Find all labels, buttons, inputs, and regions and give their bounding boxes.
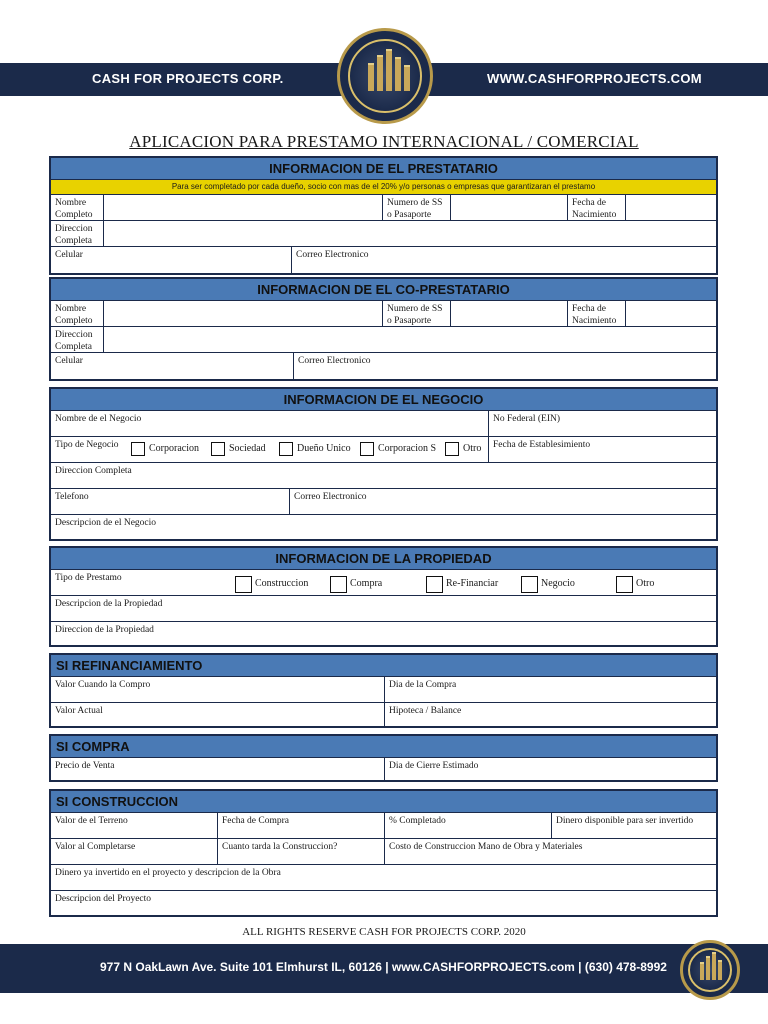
type-corporacion-s-label: Corporacion S — [378, 443, 437, 454]
construction-heading: SI CONSTRUCCION — [51, 791, 716, 813]
project-desc-field[interactable] — [51, 891, 716, 916]
business-row-name — [51, 411, 716, 437]
loan-construccion-checkbox[interactable] — [235, 576, 252, 593]
purchase-section — [49, 734, 718, 782]
type-corporacion-label: Corporacion — [149, 443, 199, 454]
co-dob-field[interactable] — [625, 301, 716, 326]
type-corporacion-checkbox[interactable] — [131, 442, 145, 456]
borrower-row-address — [51, 221, 716, 247]
borrower-section — [49, 156, 718, 275]
coborrower-row-address — [51, 327, 716, 353]
cost-label: Costo de Construccion Mano de Obra y Materiales — [389, 842, 583, 852]
co-email-label: Correo Electronico — [298, 356, 371, 366]
land-value-field[interactable] — [51, 813, 217, 838]
property-address-label: Direccion de la Propiedad — [55, 625, 154, 635]
current-value-label: Valor Actual — [55, 706, 103, 716]
property-address-field[interactable] — [51, 622, 716, 646]
mortgage-label: Hipoteca / Balance — [389, 706, 462, 716]
established-field[interactable] — [488, 437, 716, 462]
email-field[interactable] — [291, 247, 716, 273]
business-row-type — [51, 437, 716, 463]
footer-logo-icon — [680, 940, 740, 1000]
loan-otro-checkbox[interactable] — [616, 576, 633, 593]
borrower-row-name — [51, 195, 716, 221]
construction-row-4 — [51, 891, 716, 916]
loan-negocio-label: Negocio — [541, 578, 575, 589]
invested-label: Dinero ya invertido en el proyecto y descripcion de la Obra — [55, 868, 281, 878]
property-section — [49, 546, 718, 647]
business-phone-field[interactable] — [51, 489, 289, 514]
cell-label: Celular — [55, 250, 83, 260]
type-sociedad-label: Sociedad — [229, 443, 266, 454]
value-bought-label: Valor Cuando la Compro — [55, 680, 151, 690]
available-field[interactable] — [551, 813, 716, 838]
address-field[interactable] — [103, 221, 716, 246]
established-label: Fecha de Establesimiento — [493, 440, 591, 450]
business-section — [49, 387, 718, 541]
property-row-description — [51, 596, 716, 622]
business-type-label: Tipo de Negocio — [55, 440, 119, 450]
coborrower-row-name — [51, 301, 716, 327]
project-desc-label: Descripcion del Proyecto — [55, 894, 152, 904]
price-label: Precio de Venta — [55, 761, 115, 771]
type-corporacion-s-checkbox[interactable] — [360, 442, 374, 456]
property-row-address — [51, 622, 716, 646]
full-name-field[interactable] — [103, 195, 382, 220]
loan-negocio-checkbox[interactable] — [521, 576, 538, 593]
loan-type-group — [51, 570, 716, 595]
co-dob-label: Fecha de Nacimiento — [572, 304, 617, 326]
property-heading: INFORMACION DE LA PROPIEDAD — [51, 548, 716, 570]
coborrower-row-contact — [51, 353, 716, 380]
mortgage-field[interactable] — [384, 703, 716, 727]
purchase-day-field[interactable] — [384, 677, 716, 702]
purchase-day-label: Dia de la Compra — [389, 680, 457, 690]
business-name-label: Nombre de el Negocio — [55, 414, 142, 424]
construction-section — [49, 789, 718, 917]
refinance-heading: SI REFINANCIAMIENTO — [51, 655, 716, 677]
co-ss-field[interactable] — [450, 301, 567, 326]
full-name-label: Nombre Completo — [55, 198, 93, 220]
loan-compra-label: Compra — [350, 578, 383, 589]
purchase-date-label: Fecha de Compra — [222, 816, 290, 826]
company-name: CASH FOR PROJECTS CORP. — [92, 71, 284, 86]
website-link[interactable]: WWW.CASHFORPROJECTS.COM — [487, 71, 702, 86]
business-heading: INFORMACION DE EL NEGOCIO — [51, 389, 716, 411]
business-email-field[interactable] — [289, 489, 716, 514]
purchase-row — [51, 758, 716, 781]
loan-refinanciar-checkbox[interactable] — [426, 576, 443, 593]
co-cell-label: Celular — [55, 356, 83, 366]
business-email-label: Correo Electronico — [294, 492, 367, 502]
coborrower-section — [49, 277, 718, 381]
ein-field[interactable] — [488, 411, 716, 436]
business-description-label: Descripcion de el Negocio — [55, 518, 157, 528]
property-row-loan-type — [51, 570, 716, 596]
co-ss-label: Numero de SS o Pasaporte — [387, 304, 443, 326]
dob-label: Fecha de Nacimiento — [572, 198, 617, 220]
type-dueno-unico-label: Dueño Unico — [297, 443, 351, 454]
business-name-field[interactable] — [51, 411, 488, 436]
loan-otro-label: Otro — [636, 578, 655, 589]
construction-row-1 — [51, 813, 716, 839]
cell-field[interactable] — [51, 247, 291, 273]
footer-contact: 977 N OakLawn Ave. Suite 101 Elmhurst IL, 60126 | www.CASHFORPROJECTS.com | (630) 478-8992 — [100, 960, 667, 974]
co-address-field[interactable] — [103, 327, 716, 352]
footer-bar — [0, 944, 768, 993]
co-cell-field[interactable] — [51, 353, 293, 380]
closing-label: Dia de Cierre Estimado — [389, 761, 479, 771]
price-field[interactable] — [51, 758, 384, 781]
loan-type-label: Tipo de Prestamo — [55, 573, 122, 583]
type-sociedad-checkbox[interactable] — [211, 442, 225, 456]
address-label: Direccion Completa — [55, 224, 93, 246]
construction-row-2 — [51, 839, 716, 865]
completed-value-label: Valor al Completarse — [55, 842, 136, 852]
loan-compra-checkbox[interactable] — [330, 576, 347, 593]
business-description-field[interactable] — [51, 515, 716, 540]
borrower-row-contact — [51, 247, 716, 273]
available-label: Dinero disponible para ser invertido — [556, 816, 694, 826]
business-address-field[interactable] — [51, 463, 716, 488]
property-description-label: Descripcion de la Propiedad — [55, 599, 163, 609]
email-label: Correo Electronico — [296, 250, 369, 260]
coborrower-heading: INFORMACION DE EL CO-PRESTATARIO — [51, 279, 716, 301]
dob-field[interactable] — [625, 195, 716, 220]
purchase-heading: SI COMPRA — [51, 736, 716, 758]
completed-label: % Completado — [389, 816, 446, 826]
page-title: APLICACION PARA PRESTAMO INTERNACIONAL / COMERCIAL — [129, 132, 639, 151]
property-description-field[interactable] — [51, 596, 716, 621]
current-value-field[interactable] — [51, 703, 384, 727]
co-address-label: Direccion Completa — [55, 330, 93, 352]
refinance-section — [49, 653, 718, 728]
value-bought-field[interactable] — [51, 677, 384, 702]
cost-field[interactable] — [384, 839, 716, 864]
co-full-name-label: Nombre Completo — [55, 304, 93, 326]
construction-row-3 — [51, 865, 716, 891]
refinance-row-2 — [51, 703, 716, 727]
rights-notice: ALL RIGHTS RESERVE CASH FOR PROJECTS CORP. 2020 — [242, 926, 526, 938]
business-row-description — [51, 515, 716, 540]
type-otro-label: Otro — [463, 443, 482, 454]
business-row-address — [51, 463, 716, 489]
ss-label: Numero de SS o Pasaporte — [387, 198, 443, 220]
invested-field[interactable] — [51, 865, 716, 890]
ein-label: No Federal (EIN) — [493, 414, 561, 424]
loan-construccion-label: Construccion — [255, 578, 309, 589]
type-otro-checkbox[interactable] — [445, 442, 459, 456]
ss-field[interactable] — [450, 195, 567, 220]
closing-field[interactable] — [384, 758, 716, 781]
type-dueno-unico-checkbox[interactable] — [279, 442, 293, 456]
completed-field[interactable] — [384, 813, 551, 838]
loan-refinanciar-label: Re-Financiar — [446, 578, 499, 589]
purchase-date-field[interactable] — [217, 813, 384, 838]
duration-field[interactable] — [217, 839, 384, 864]
co-full-name-field[interactable] — [103, 301, 382, 326]
company-logo-icon — [337, 28, 433, 124]
borrower-heading: INFORMACION DE EL PRESTATARIO — [51, 158, 716, 180]
completed-value-field[interactable] — [51, 839, 217, 864]
business-type-group — [51, 437, 488, 462]
co-email-field[interactable] — [293, 353, 716, 380]
borrower-note: Para ser completado por cada dueño, socio con mas de el 20% y/o personas o empresas que garantizaran el prestamo — [51, 180, 716, 195]
business-row-contact — [51, 489, 716, 515]
land-value-label: Valor de el Terreno — [55, 816, 128, 826]
business-address-label: Direccion Completa — [55, 466, 132, 476]
business-phone-label: Telefono — [55, 492, 89, 502]
refinance-row-1 — [51, 677, 716, 703]
duration-label: Cuanto tarda la Construccion? — [222, 842, 338, 852]
